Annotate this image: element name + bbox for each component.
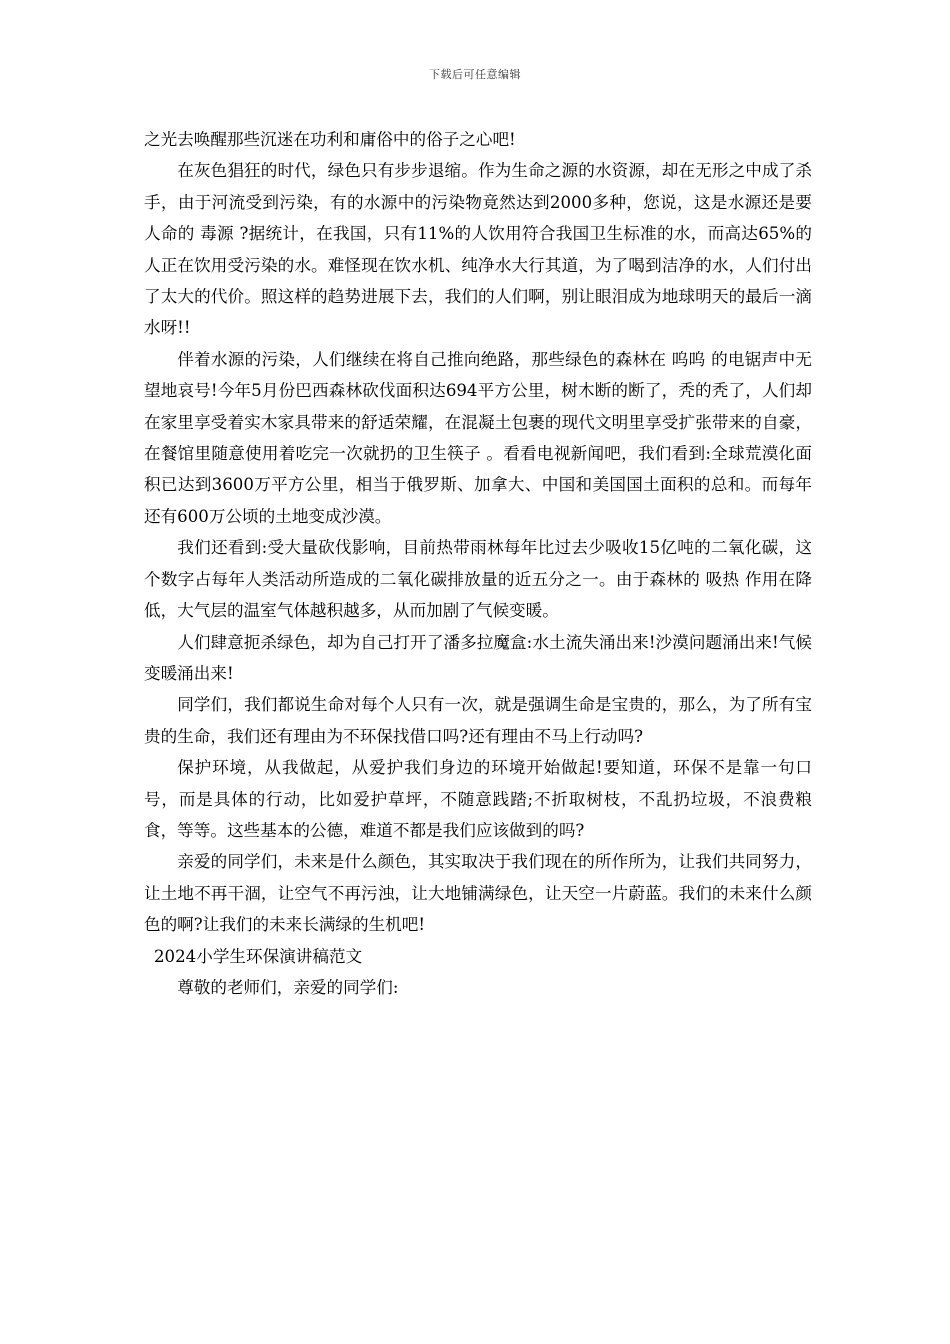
paragraph-protect-environment: 保护环境，从我做起，从爱护我们身边的环境开始做起!要知道，环保不是靠一句口号，而是具体的行动，比如爱护草坪，不随意践踏;不折取树枝，不乱扔垃圾，不浪费粮食，等等。这些基本的公德，难道不都是我们应该做到的吗? bbox=[144, 758, 812, 840]
paragraph-deforestation: 伴着水源的污染，人们继续在将自己推向绝路，那些绿色的森林在 呜呜 的电锯声中无望地哀号!今年5月份巴西森林砍伐面积达694平方公里，树木断的断了，秃的秃了，人们却在家里享受着实木家具带来的舒适荣耀，在混凝土包裹的现代文明里享受扩张带来的自豪，在餐馆里随意使用着吃完一次就扔的卫生筷子 。看看电视新闻吧，我们看到:全球荒漠化面积已达到3600万平方公里，相当于俄罗斯、加拿大、中国和美国国土面积的总和。而每年还有600万公顷的土地变成沙漠。 bbox=[144, 349, 812, 526]
paragraph-life-precious: 同学们，我们都说生命对每个人只有一次，就是强调生命是宝贵的，那么，为了所有宝贵的生命，我们还有理由为不环保找借口吗?还有理由不马上行动吗? bbox=[144, 695, 812, 746]
paragraph-continued: 之光去唤醒那些沉迷在功利和庸俗中的俗子之心吧! bbox=[144, 130, 516, 149]
paragraph-rainforest: 我们还看到:受大量砍伐影响，目前热带雨林每年比过去少吸收15亿吨的二氧化碳，这个数字占每年人类活动所造成的二氧化碳排放量的近五分之一。由于森林的 吸热 作用在降低，大气层的温室气体越积越多，从而加剧了气候变暖。 bbox=[144, 538, 812, 621]
page-header-note: 下载后可任意编辑 bbox=[429, 68, 521, 81]
paragraph-water-pollution: 在灰色猖狂的时代，绿色只有步步退缩。作为生命之源的水资源，却在无形之中成了杀手，由于河流受到污染，有的水源中的污染物竟然达到2000多种，您说，这是水源还是要人命的 毒源 ?据统计，在我国，只有11%的人饮用符合我国卫生标准的水，而高达65%的人正在饮用受污染的水。难怪现在饮水机、纯净水大行其道，为了喝到洁净的水，人们付出了太大的代价。照这样的趋势进展下去，我们的人们啊，别让眼泪成为地球明天的最后一滴水呀!! bbox=[144, 161, 812, 338]
section-title: 2024小学生环保演讲稿范文 bbox=[154, 946, 363, 966]
greeting-line: 尊敬的老师们，亲爱的同学们: bbox=[177, 977, 399, 997]
paragraph-pandora: 人们肆意扼杀绿色，却为自己打开了潘多拉魔盒:水土流失涌出来!沙漠问题涌出来!气候变暖涌出来! bbox=[144, 632, 812, 683]
document-body bbox=[144, 124, 812, 1003]
paragraph-future-color: 亲爱的同学们，未来是什么颜色，其实取决于我们现在的所作所为，让我们共同努力，让土地不再干涸，让空气不再污浊，让大地铺满绿色，让天空一片蔚蓝。我们的未来什么颜色的啊?让我们的未来长满绿的生机吧! bbox=[144, 852, 812, 935]
